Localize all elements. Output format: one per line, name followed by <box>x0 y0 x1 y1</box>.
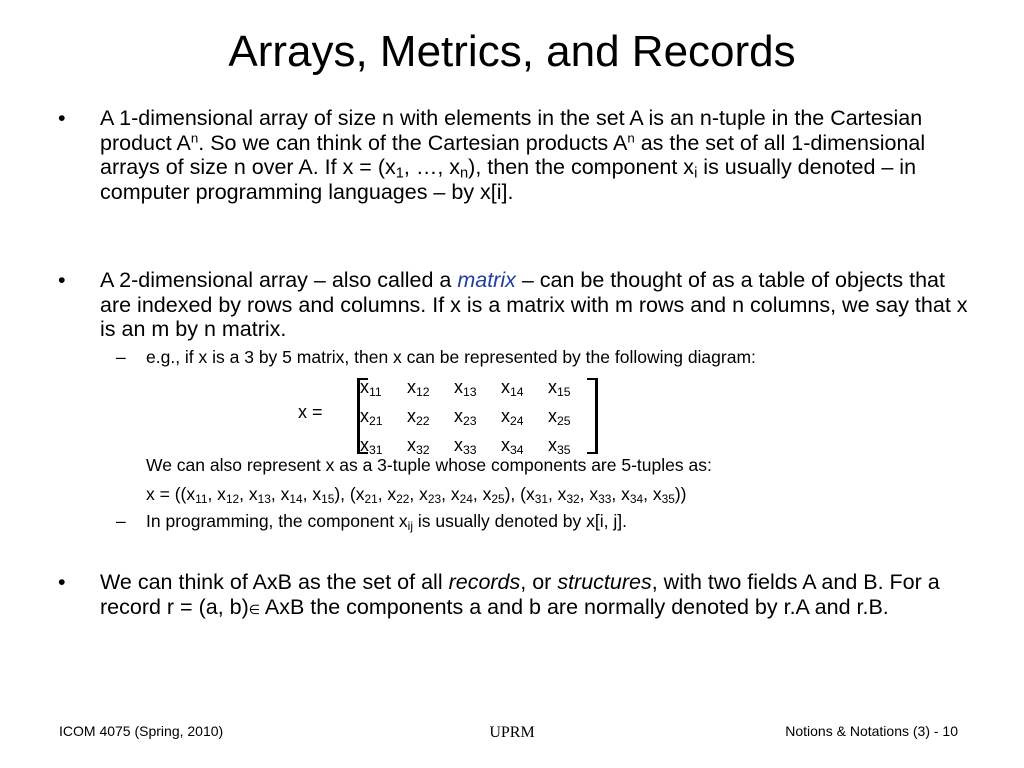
matrix-cell: $x_{31}$ <box>360 435 383 458</box>
bullet-records: • We can think of AxB as the set of all records, or structures, with two fields A and B. For a record r = (a, b)∈ AxB the components a and b are normally denoted by r.A and r.B. <box>58 570 940 619</box>
bullet-2d-array: • A 2-dimensional array – also called a matrix – can be thought of as a table of objects that are indexed by rows and columns. If x is a matrix with m rows and n columns, we say that x is an m by n matrix. <box>58 268 968 341</box>
dash-marker: – <box>116 347 126 367</box>
sub-bullet-example: – e.g., if x is a 3 by 5 matrix, then x can be represented by the following diagram: <box>116 347 756 367</box>
tuple-expression: $x = ((x_{11}$, $x_{12}$, $x_{13}$, $x_{14}$, $x_{15}$), ($x_{21}$, $x_{22}$, $x_{23}$, $x_{24}$, $x_{25}$), ($x_{31}$, $x_{32}$, $x_{33}$, $x_{34}$, $x_{35}$)) <box>146 484 687 506</box>
element-of-symbol: ∈ <box>248 601 261 617</box>
matrix-cell: $x_{11}$ <box>360 377 382 400</box>
bullet-1d-array: • A 1-dimensional array of size n with elements in the set A is an n-tuple in the Cartesian product $A^n$. So we can think of the Cartesian products $A^n$ as the set of all 1-dimensional arrays of size n over A. If $x = (x_1$, …, $x_n$), then the component $x_i$ is usually denoted – in computer programming languages – by x[i]. <box>58 106 926 204</box>
matrix-label: x = <box>298 402 323 422</box>
matrix-cell: $x_{24}$ <box>501 406 524 429</box>
records-term: records <box>448 570 521 594</box>
dash-marker: – <box>116 511 126 531</box>
bullet-marker: • <box>58 106 66 130</box>
matrix-cell: $x_{14}$ <box>501 377 524 400</box>
footer-course: ICOM 4075 (Spring, 2010) <box>59 723 224 739</box>
matrix-cell: $x_{35}$ <box>548 435 571 458</box>
matrix-cell: $x_{22}$ <box>407 406 430 429</box>
tuple-intro: We can also represent x as a 3-tuple whose components are 5-tuples as: <box>146 455 712 475</box>
bullet-marker: • <box>58 570 66 594</box>
matrix-cell: $x_{34}$ <box>501 435 524 458</box>
structures-term: structures <box>557 570 652 594</box>
matrix-cell: $x_{25}$ <box>548 406 571 429</box>
matrix-cell: $x_{21}$ <box>360 406 383 429</box>
matrix-cell: $x_{13}$ <box>454 377 477 400</box>
matrix-diagram <box>360 373 595 460</box>
matrix-term: matrix <box>457 268 516 292</box>
matrix-cell: $x_{15}$ <box>548 377 571 400</box>
matrix-cell: $x_{12}$ <box>407 377 430 400</box>
slide-title: Arrays, Metrics, and Records <box>228 27 796 76</box>
footer-institution: UPRM <box>489 724 535 741</box>
bullet-marker: • <box>58 268 66 292</box>
matrix-cell: $x_{33}$ <box>454 435 477 458</box>
sub-bullet-programming: – In programming, the component $x_{ij}$ is usually denoted by x[i, j]. <box>116 511 627 533</box>
matrix-row <box>360 373 595 402</box>
matrix-cell: $x_{23}$ <box>454 406 477 429</box>
matrix-cell: $x_{32}$ <box>407 435 430 458</box>
footer-page: Notions & Notations (3) - 10 <box>785 723 958 739</box>
matrix-row <box>360 402 595 431</box>
